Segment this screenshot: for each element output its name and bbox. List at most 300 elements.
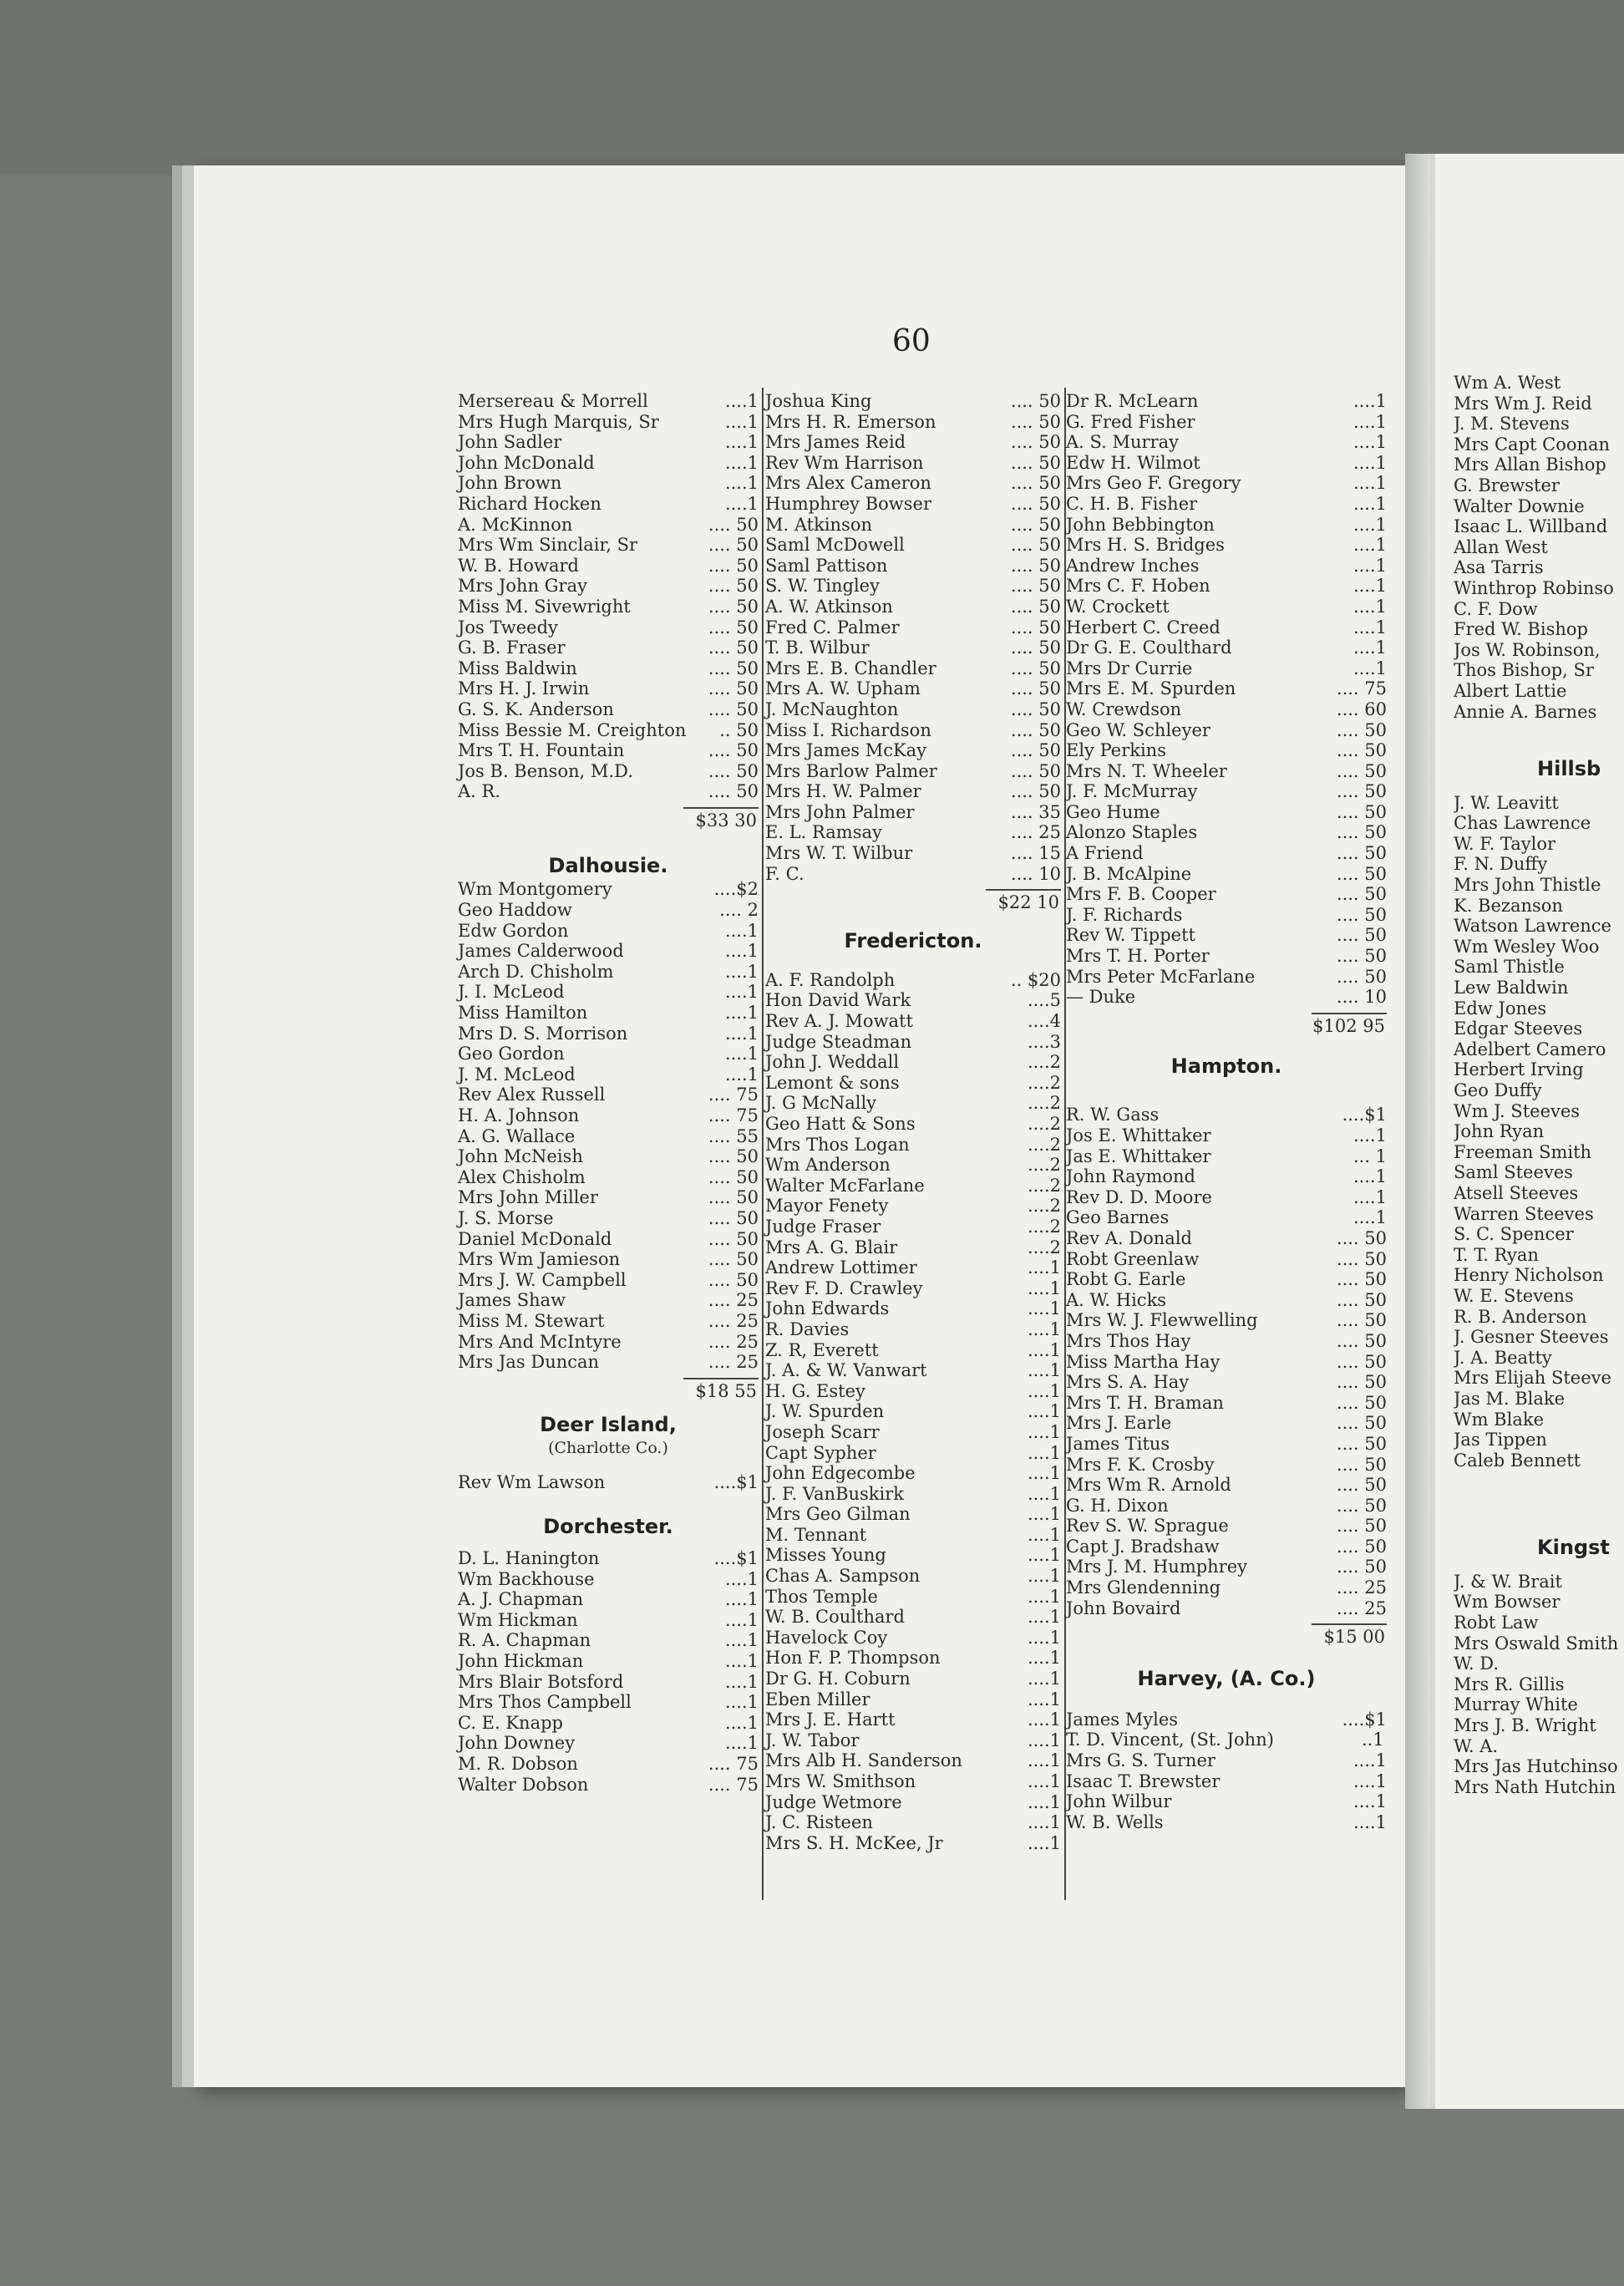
donor-name: Mrs Barlow Palmer: [765, 760, 937, 781]
donation-amount: ....2: [1027, 1216, 1061, 1237]
donation-amount: ....1: [724, 920, 759, 941]
donor-entry: [1066, 535, 1387, 556]
donor-name: Herbert Irving: [1454, 1059, 1584, 1080]
subtotal: $33 30: [695, 810, 757, 831]
spacer: [931, 494, 1011, 515]
donor-entry: [765, 1463, 1061, 1484]
donor-name: T. B. Wilbur: [765, 638, 870, 658]
donation-amount: .... 50: [1336, 1392, 1387, 1413]
spacer: [605, 1085, 708, 1105]
donation-amount: ....4: [1027, 1011, 1061, 1032]
donor-entry: [765, 1607, 1061, 1628]
donation-amount: .... 50: [1010, 555, 1061, 576]
spacer: [595, 453, 725, 474]
spacer: [578, 1610, 725, 1631]
donor-name: T. T. Ryan: [1454, 1244, 1539, 1265]
spacer: [886, 1545, 1028, 1566]
donor-name: E. L. Ramsay: [765, 822, 882, 843]
donor-entry: [1066, 597, 1387, 617]
donor-name: Mrs F. B. Cooper: [1066, 884, 1216, 905]
donor-name: J. G McNally: [765, 1093, 877, 1114]
donor-name: Mrs Alex Cameron: [765, 473, 931, 494]
donor-name: Mrs W. J. Flewwelling: [1066, 1310, 1258, 1331]
donor-name: Mrs H. R. Emerson: [765, 411, 936, 432]
donation-amount: ....1: [724, 391, 759, 411]
donor-entry: [765, 1812, 1061, 1833]
donor-name: Ely Perkins: [1066, 740, 1166, 761]
spacer: [1195, 1166, 1353, 1187]
donor-name: W. D.: [1454, 1654, 1500, 1674]
donor-name: Hon F. P. Thompson: [765, 1648, 941, 1669]
donation-amount: .... 50: [1010, 514, 1061, 535]
donation-amount: ....2: [1027, 1072, 1061, 1093]
donor-entry: [1066, 781, 1387, 802]
spacer: [589, 678, 708, 699]
donor-name: Edw Jones: [1454, 998, 1547, 1019]
donation-amount: .... 50: [1010, 781, 1061, 802]
donor-entry: [458, 962, 759, 983]
donor-entry: [765, 1504, 1061, 1525]
donation-amount: ....1: [1027, 1524, 1061, 1545]
donor-entry: [765, 1257, 1061, 1278]
name-list: [1454, 373, 1624, 722]
spacer: [1258, 1310, 1337, 1331]
donor-name: J. A. Beatty: [1454, 1347, 1552, 1368]
donor-entry: [1066, 1310, 1387, 1331]
donor-entry: [1066, 843, 1387, 864]
donation-amount: .... 50: [708, 1249, 759, 1270]
donation-amount: ....2: [1027, 1237, 1061, 1257]
donation-amount: ....1: [1027, 1257, 1061, 1278]
donation-amount: .... 50: [1336, 1475, 1387, 1496]
donor-name: W. Crewdson: [1066, 698, 1182, 719]
donation-amount: .... 25: [1336, 1598, 1387, 1618]
spacer: [1166, 1290, 1337, 1311]
donor-entry: [765, 453, 1061, 474]
subtotal: $15 00: [1323, 1627, 1385, 1648]
donation-amount: .... 50: [1336, 719, 1387, 740]
donation-amount: ....1: [1027, 1791, 1061, 1812]
donation-amount: ....1: [724, 1692, 759, 1713]
spacer: [1215, 1455, 1337, 1476]
donation-amount: .... 2: [719, 900, 759, 921]
donor-entry: [765, 843, 1061, 864]
spacer: [891, 1155, 1028, 1176]
donor-entry: [1066, 761, 1387, 782]
spacer: [561, 473, 725, 494]
donor-name: Allan West: [1454, 536, 1548, 557]
donor-name: T. D. Vincent, (St. John): [1066, 1730, 1274, 1750]
spacer: [893, 597, 1011, 617]
donor-entry: [458, 781, 759, 802]
spacer: [884, 1401, 1028, 1422]
spacer: [1199, 1249, 1336, 1270]
donation-amount: .... 50: [708, 1228, 759, 1249]
donor-entry: [765, 1566, 1061, 1587]
donor-name: J. C. Risteen: [765, 1812, 873, 1833]
spacer: [911, 1032, 1028, 1053]
donor-name: A. R.: [458, 781, 501, 802]
donor-name: G. S. K. Anderson: [458, 698, 614, 719]
donor-name: R. Davies: [765, 1318, 850, 1339]
spacer: [917, 1257, 1028, 1278]
donation-amount: ....1: [1027, 1421, 1061, 1442]
spacer: [921, 781, 1011, 802]
spacer: [1169, 1207, 1353, 1228]
donation-amount: ....1: [1352, 576, 1387, 597]
donation-amount: ....1: [1027, 1339, 1061, 1360]
donation-amount: ....1: [1352, 1186, 1387, 1207]
donor-entry: [765, 494, 1061, 515]
donor-entry: [1066, 1393, 1387, 1414]
donor-name: John Bovaird: [1066, 1598, 1181, 1618]
spacer: [1210, 720, 1337, 741]
total-rule: [986, 889, 1061, 891]
donation-amount: ....1: [724, 1064, 759, 1085]
spacer: [1215, 1750, 1353, 1771]
spacer: [870, 638, 1011, 658]
donation-amount: .... 50: [1010, 678, 1061, 699]
donor-entry: [1066, 576, 1387, 597]
donation-amount: ....$1: [713, 1548, 759, 1569]
donation-amount: .... 50: [1336, 740, 1387, 761]
spacer: [1170, 1434, 1337, 1455]
spacer: [915, 802, 1011, 823]
donation-amount: .... 50: [1010, 432, 1061, 453]
donor-entry: [1066, 1791, 1387, 1812]
donor-entry: [1066, 1352, 1387, 1373]
donor-name: J. F. Richards: [1066, 904, 1183, 925]
donor-name: John Bebbington: [1066, 514, 1215, 535]
donor-name: Saml Thistle: [1454, 957, 1565, 978]
donation-amount: ....1: [1027, 1545, 1061, 1566]
spacer: [916, 1463, 1028, 1484]
spacer: [648, 391, 725, 412]
donor-entry: [458, 1044, 759, 1064]
spacer: [876, 1093, 1028, 1114]
donor-name: Wm Wesley Woo: [1454, 936, 1600, 957]
donor-name: Misses Young: [765, 1545, 886, 1566]
donation-amount: ....$1: [1342, 1709, 1387, 1730]
spacer: [905, 535, 1011, 556]
spacer: [1225, 535, 1353, 556]
donor-name: Mrs D. S. Morrison: [458, 1023, 628, 1044]
donor-name: Jas Tippen: [1454, 1430, 1547, 1450]
donor-entry: [765, 1401, 1061, 1422]
spacer: [1200, 453, 1353, 474]
spacer: [889, 1298, 1028, 1319]
donor-list: [765, 391, 1061, 884]
donor-entry: [1066, 391, 1387, 412]
spacer: [925, 1176, 1028, 1196]
donor-name: Mrs A. W. Upham: [765, 678, 921, 699]
donor-name: Mrs N. T. Wheeler: [1066, 760, 1227, 781]
name-list: [1454, 1572, 1624, 1798]
spacer: [598, 1187, 708, 1208]
donor-name: W. B. Wells: [1066, 1811, 1164, 1832]
donor-name: Mrs Alb H. Sanderson: [765, 1750, 962, 1771]
donor-name: Alonzo Staples: [1066, 822, 1198, 843]
donor-entry: [765, 1093, 1061, 1114]
section-heading-hampton: Hampton.: [1170, 1054, 1282, 1078]
donor-name: John Ryan: [1454, 1121, 1545, 1142]
donor-name: Geo Duffy: [1454, 1080, 1542, 1100]
donation-amount: ....1: [1027, 1730, 1061, 1750]
donor-name: W. F. Taylor: [1454, 833, 1556, 854]
donor-entry: [765, 1237, 1061, 1258]
donor-name: J. M. McLeod: [458, 1064, 576, 1085]
spacer: [876, 1443, 1028, 1464]
donor-name: M. R. Dobson: [458, 1754, 578, 1775]
donor-entry: [458, 1610, 759, 1631]
donor-name: Mrs J. W. Campbell: [458, 1269, 627, 1290]
spacer: [579, 556, 708, 577]
donor-entry: [458, 1187, 759, 1208]
donor-name: Mrs Nath Hutchin: [1454, 1776, 1616, 1797]
donor-name: Mrs James McKay: [765, 740, 927, 761]
donation-amount: ....$1: [1342, 1105, 1387, 1125]
donor-name: Z. R, Everett: [765, 1339, 879, 1360]
donor-entry: [1066, 1577, 1387, 1598]
spacer: [1144, 843, 1337, 864]
spacer: [1166, 740, 1337, 761]
donor-name: Mrs John Palmer: [765, 801, 915, 822]
donor-name: John J. Weddall: [765, 1052, 900, 1073]
donor-name: James Shaw: [458, 1290, 566, 1311]
donor-entry: [458, 1167, 759, 1188]
spacer: [902, 1792, 1028, 1813]
donation-amount: ....1: [724, 1651, 759, 1672]
donation-amount: ....1: [1352, 493, 1387, 514]
spacer: [1185, 1269, 1336, 1290]
donor-name: S. W. Tingley: [765, 576, 880, 597]
donor-name: Miss Martha Hay: [1066, 1351, 1221, 1372]
donor-entry: [765, 1135, 1061, 1156]
donor-name: R. A. Chapman: [458, 1630, 591, 1651]
donation-amount: ....1: [1352, 411, 1387, 432]
spacer: [913, 1011, 1028, 1032]
donation-amount: ....1: [1027, 1360, 1061, 1381]
donor-name: Atsell Steeves: [1454, 1182, 1579, 1203]
donor-entry: [1066, 1771, 1387, 1792]
spacer: [591, 1630, 725, 1651]
donation-amount: .... 50: [1336, 1557, 1387, 1577]
donation-amount: ....2: [1027, 1093, 1061, 1114]
donor-entry: [458, 1692, 759, 1713]
donor-name: John Edwards: [765, 1298, 890, 1319]
donor-entry: [765, 1525, 1061, 1546]
donor-name: Joshua King: [765, 391, 872, 411]
donor-name: C. H. B. Fisher: [1066, 493, 1198, 514]
donor-name: D. L. Hanington: [458, 1548, 600, 1569]
spacer: [579, 1105, 708, 1126]
donor-entry: [765, 1422, 1061, 1443]
spacer: [1198, 781, 1337, 802]
donation-amount: .... 75: [708, 1085, 759, 1105]
donor-name: Jas M. Blake: [1454, 1388, 1566, 1409]
donor-name: Isaac T. Brewster: [1066, 1770, 1221, 1791]
donor-entry: [1066, 1537, 1387, 1557]
spacer: [572, 515, 708, 536]
donor-name: John Brown: [458, 473, 562, 494]
donation-amount: .... 10: [1336, 987, 1387, 1008]
donor-entry: [458, 1208, 759, 1229]
donor-entry: [765, 412, 1061, 433]
donation-amount: ....1: [1027, 1832, 1061, 1853]
donor-name: Saml Steeves: [1454, 1162, 1573, 1183]
donor-name: Rev A. Donald: [1066, 1227, 1192, 1248]
donation-amount: ....1: [724, 1044, 759, 1064]
section-heading-fredericton: Fredericton.: [844, 929, 982, 953]
donor-entry: [458, 982, 759, 1003]
donor-name: Mrs E. M. Spurden: [1066, 678, 1236, 699]
donation-amount: .... 50: [708, 698, 759, 719]
spacer: [575, 1733, 725, 1754]
donor-name: C. E. Knapp: [458, 1712, 563, 1733]
donor-entry: [1066, 494, 1387, 515]
donor-name: Mrs T. H. Braman: [1066, 1392, 1224, 1413]
donor-entry: [458, 1332, 759, 1353]
spacer: [554, 1208, 708, 1229]
donor-name: Rev A. J. Mowatt: [765, 1011, 913, 1032]
donor-entry: [458, 1548, 759, 1569]
donor-entry: [1066, 720, 1387, 741]
spacer: [500, 781, 708, 802]
donation-amount: .... 50: [708, 1166, 759, 1187]
donor-name: A Friend: [1066, 843, 1144, 864]
donor-entry: [765, 391, 1061, 412]
donation-amount: .... 50: [1010, 617, 1061, 638]
donor-entry: [458, 1270, 759, 1291]
donor-entry: [765, 1709, 1061, 1730]
spacer: [1182, 905, 1337, 926]
donor-entry: [458, 1105, 759, 1126]
donor-name: Geo Barnes: [1066, 1207, 1170, 1228]
donor-name: Rev D. D. Moore: [1066, 1186, 1212, 1207]
donor-name: Mrs John Thistle: [1454, 875, 1601, 896]
donation-amount: ....1: [1027, 1298, 1061, 1319]
spacer: [871, 391, 1010, 412]
donor-name: Dr R. McLearn: [1066, 391, 1199, 411]
donor-name: Mrs S. H. McKee, Jr: [765, 1832, 943, 1853]
donation-amount: .... 50: [1010, 698, 1061, 719]
donor-name: Mrs Thos Logan: [765, 1134, 910, 1155]
spacer: [1210, 946, 1337, 967]
donor-name: Humphrey Bowser: [765, 493, 932, 514]
donor-entry: [765, 1319, 1061, 1340]
donor-entry: [458, 1311, 759, 1332]
donor-entry: [458, 740, 759, 761]
subtotal: $102 95: [1312, 1015, 1385, 1036]
spacer: [624, 740, 708, 761]
donor-name: Jos B. Benson, M.D.: [458, 760, 633, 781]
donor-name: W. E. Stevens: [1454, 1285, 1574, 1306]
donor-name: Mrs J. Earle: [1066, 1413, 1172, 1434]
spacer: [873, 1812, 1028, 1833]
donation-amount: ....1: [1027, 1648, 1061, 1669]
donor-list: [1066, 1709, 1387, 1833]
donor-name: Mrs Jas Hutchinso: [1454, 1756, 1618, 1777]
donation-amount: .... 50: [1336, 1289, 1387, 1310]
donor-name: W. B. Coulthard: [765, 1607, 905, 1628]
spacer: [1195, 412, 1353, 433]
donor-entry: [765, 1669, 1061, 1689]
donor-name: Miss Hamilton: [458, 1003, 588, 1024]
spacer: [887, 1628, 1028, 1648]
donor-name: Saml Pattison: [765, 555, 888, 576]
donation-amount: .... 50: [708, 514, 759, 535]
spacer: [1241, 473, 1353, 494]
donation-amount: .... 50: [1010, 535, 1061, 556]
donor-name: Mrs H. W. Palmer: [765, 781, 921, 802]
donation-amount: .... 50: [1336, 1516, 1387, 1537]
donor-name: J. M. Stevens: [1454, 414, 1570, 434]
donor-name: G. B. Fraser: [458, 638, 566, 658]
donor-name: Mrs J. M. Humphrey: [1066, 1557, 1248, 1577]
donation-amount: .... 60: [1336, 698, 1387, 719]
spacer: [1229, 1516, 1337, 1537]
donation-amount: .... 50: [1336, 1248, 1387, 1269]
donation-amount: .... 50: [708, 658, 759, 678]
donor-name: A. S. Murray: [1066, 432, 1179, 453]
donation-amount: .... 50: [708, 617, 759, 638]
donor-name: Mrs Geo Gilman: [765, 1504, 911, 1525]
donation-amount: ....1: [1027, 1401, 1061, 1422]
donor-name: Thos Temple: [765, 1586, 878, 1607]
donor-entry: [765, 1545, 1061, 1566]
donor-name: — Duke: [1066, 987, 1136, 1008]
donor-entry: [1066, 1166, 1387, 1187]
donor-entry: [765, 535, 1061, 556]
donor-entry: [1066, 884, 1387, 905]
donor-entry: [765, 473, 1061, 494]
donor-entry: [765, 678, 1061, 699]
donor-name: Mrs Thos Campbell: [458, 1692, 632, 1713]
spacer: [926, 740, 1011, 761]
donation-amount: ....1: [724, 411, 759, 432]
name-list: [1454, 793, 1624, 1471]
donor-list: [458, 879, 759, 1372]
donation-amount: .... 50: [1336, 1536, 1387, 1557]
donor-entry: [1066, 453, 1387, 474]
section-heading-harvey: Harvey, (A. Co.): [1137, 1667, 1316, 1691]
donation-amount: .... 50: [1336, 925, 1387, 946]
spacer: [1216, 884, 1337, 905]
donor-name: Andrew Lottimer: [765, 1257, 917, 1278]
donation-amount: ....1: [724, 1023, 759, 1044]
donor-entry: [765, 617, 1061, 638]
donor-name: H. G. Estey: [765, 1380, 865, 1401]
spacer: [872, 515, 1011, 536]
donor-name: John Sadler: [458, 432, 562, 453]
donor-name: K. Bezanson: [1454, 895, 1563, 916]
donor-name: M. Tennant: [765, 1524, 867, 1545]
donation-amount: ....2: [1027, 1155, 1061, 1176]
donor-name: Geo Gordon: [458, 1044, 565, 1064]
spacer: [1220, 1352, 1337, 1373]
donation-amount: .... 50: [1010, 576, 1061, 597]
donor-name: Mrs Wm Jamieson: [458, 1249, 621, 1270]
donor-entry: [1066, 822, 1387, 843]
donor-name: Daniel McDonald: [458, 1228, 612, 1249]
spacer: [921, 678, 1011, 699]
spacer: [1220, 1771, 1353, 1792]
donation-amount: ....1: [724, 1609, 759, 1630]
donor-entry: [458, 1630, 759, 1651]
donor-name: Chas Lawrence: [1454, 813, 1591, 834]
donor-entry: [765, 970, 1061, 991]
donor-entry: [765, 1032, 1061, 1053]
